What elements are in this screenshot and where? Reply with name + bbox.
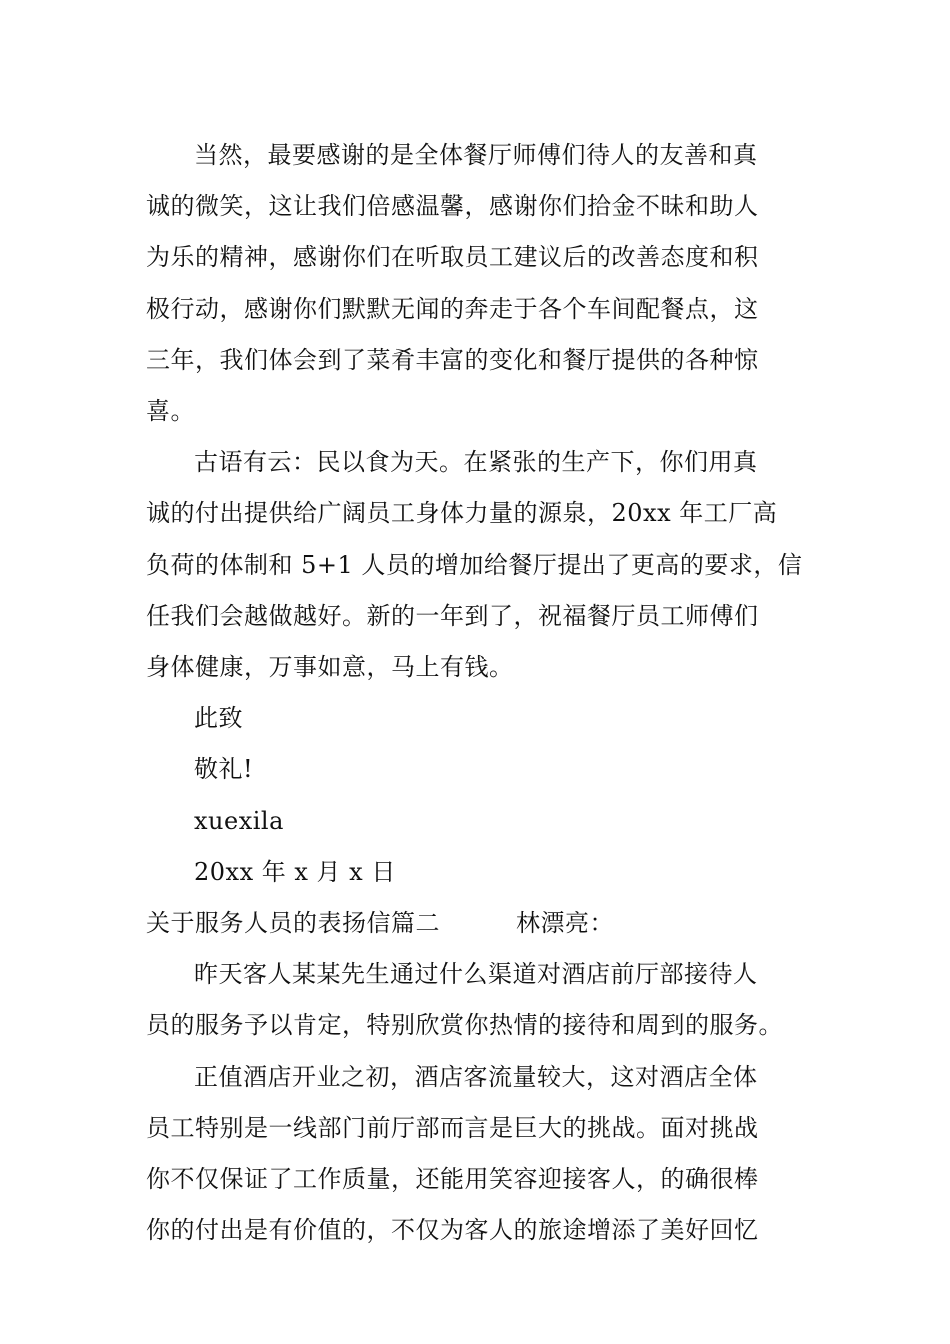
paragraph-proverb xyxy=(146,437,810,693)
paragraph-line: 诚的付出提供给广阔员工身体力量的源泉，20xx 年工厂高 xyxy=(146,499,778,528)
section-title: 关于服务人员的表扬信篇二 xyxy=(146,909,440,938)
paragraph-line: 昨天客人某某先生通过什么渠道对酒店前厅部接待人 xyxy=(194,960,758,989)
paragraph-line: 你的付出是有价值的，不仅为客人的旅途增添了美好回忆 xyxy=(146,1216,759,1245)
closing-greeting: 此致 xyxy=(194,704,243,733)
paragraph-line: 负荷的体制和 5+1 人员的增加给餐厅提出了更高的要求，信 xyxy=(146,550,803,579)
letter-body xyxy=(146,130,810,1256)
paragraph-line: 任我们会越做越好。新的一年到了，祝福餐厅员工师傅们 xyxy=(146,601,759,630)
paragraph-line: 三年，我们体会到了菜肴丰富的变化和餐厅提供的各种惊 xyxy=(146,345,759,374)
paragraph-thanks-staff xyxy=(146,130,810,437)
paragraph-line: 你不仅保证了工作质量，还能用笑容迎接客人，的确很棒 xyxy=(146,1165,759,1194)
paragraph-line: 当然，最要感谢的是全体餐厅师傅们待人的友善和真 xyxy=(194,141,758,169)
paragraph-opening-challenge xyxy=(146,1052,810,1257)
paragraph-line: 为乐的精神，感谢你们在听取员工建议后的改善态度和积 xyxy=(146,243,759,272)
paragraph-line: 正值酒店开业之初，酒店客流量较大，这对酒店全体 xyxy=(194,1062,758,1091)
paragraph-line: 员的服务予以肯定，特别欣赏你热情的接待和周到的服务。 xyxy=(146,1011,783,1040)
section-heading-line xyxy=(146,898,810,949)
paragraph-line: 极行动，感谢你们默默无闻的奔走于各个车间配餐点，这 xyxy=(146,294,759,323)
paragraph-guest-praise xyxy=(146,949,810,1051)
signature: xuexila xyxy=(194,806,284,835)
paragraph-line: 诚的微笑，这让我们倍感温馨，感谢你们拾金不昧和助人 xyxy=(146,192,759,221)
paragraph-line: 员工特别是一线部门前厅部而言是巨大的挑战。面对挑战 xyxy=(146,1113,759,1142)
paragraph-line: 喜。 xyxy=(146,397,195,426)
recipient-salutation: 林漂亮： xyxy=(516,909,614,938)
paragraph-line: 身体健康，万事如意，马上有钱。 xyxy=(146,653,514,682)
paragraph-line: 古语有云：民以食为天。在紧张的生产下，你们用真 xyxy=(194,448,758,477)
closing-salute: 敬礼! xyxy=(194,755,254,784)
letter-date: 20xx 年 x 月 x 日 xyxy=(194,857,396,886)
